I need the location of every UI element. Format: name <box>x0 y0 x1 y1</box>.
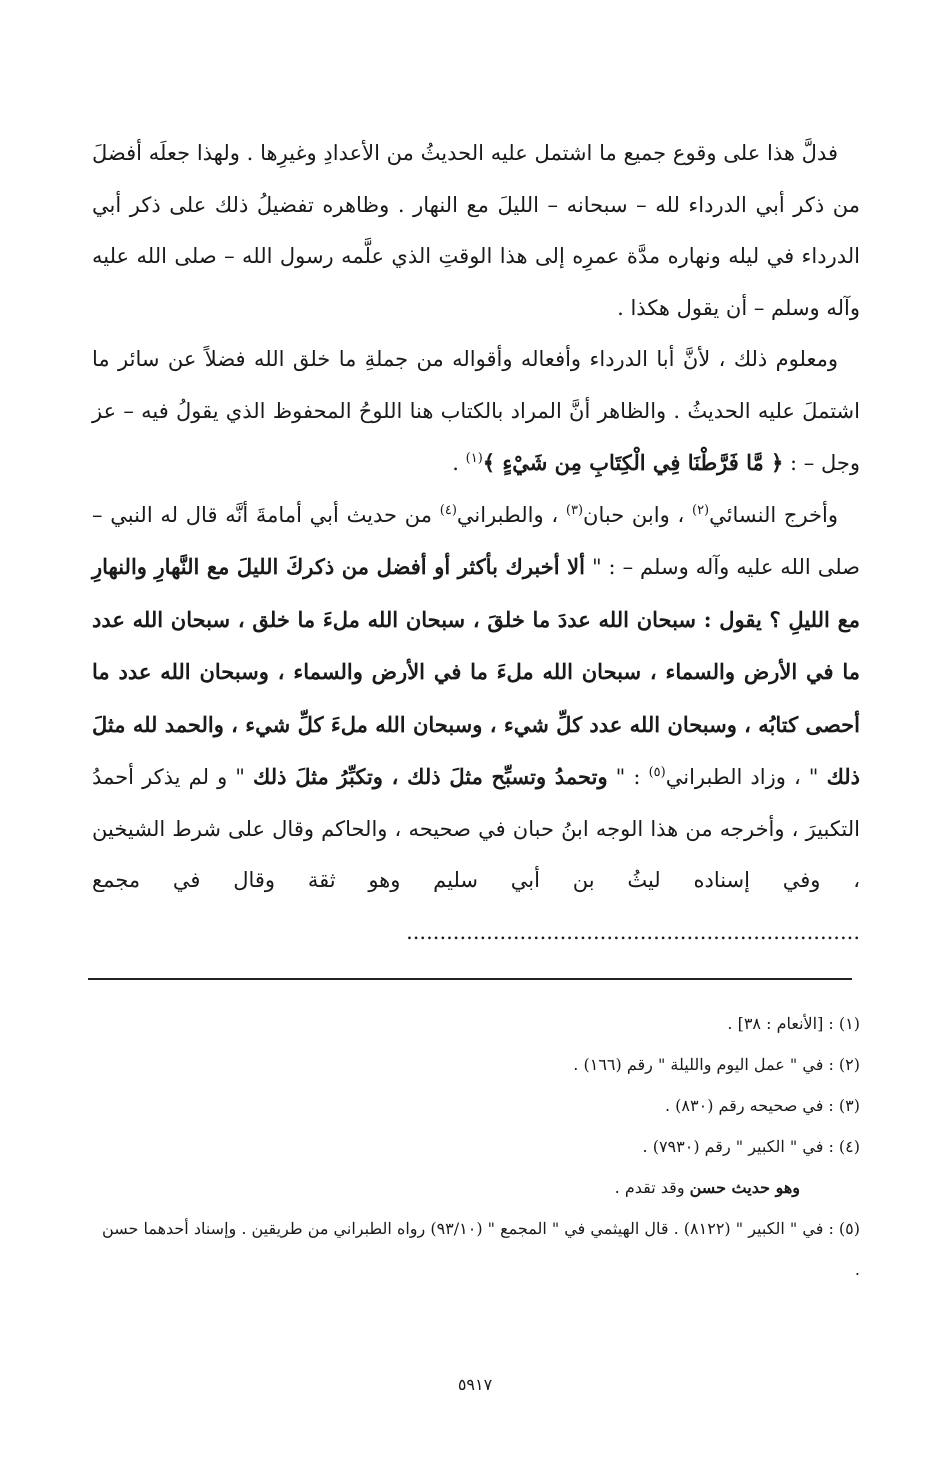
footnote-4-comment-rest: وقد تقدم . <box>614 1178 690 1197</box>
footnote-3: (٣) : في صحيحه رقم (٨٣٠) . <box>664 1096 860 1115</box>
footnote-ref-5: (٥) <box>648 765 666 780</box>
paragraph-3-part-e: " ، وزاد الطبراني <box>665 765 827 789</box>
paragraph-2 <box>92 334 860 490</box>
footnote-4-comment <box>92 1167 860 1208</box>
footnote-ref-4: (٤) <box>439 502 457 518</box>
paragraph-3-part-c: ، والطبراني <box>456 502 566 527</box>
paragraph-3-part-b: ، وابن حبان <box>583 502 692 527</box>
paragraph-3-part-a: وأخرج النسائي <box>709 502 839 527</box>
footnote-ref-2: (٢) <box>691 502 710 518</box>
footnotes <box>92 1003 860 1290</box>
quran-verse: ﴿ مَّا فَرَّطْنَا فِي الْكِتَابِ مِن شَيْءٍ ﴾ <box>482 450 784 475</box>
continuation-dots: .................................................................... <box>406 919 860 944</box>
footnote-4-grade: وهو حديث حسن <box>689 1178 800 1197</box>
paragraph-1-text: فدلَّ هذا على وقوع جميع ما اشتمل عليه الحديثُ من الأعدادِ وغيرِها . ولهذا جعلَه أفضلَ من ذكر أبي الدرداء لله – سبحانه – الليلَ مع النهار . وظاهره تفضيلُ ذلك على ذكر أبي الدرداء في ليله ونهاره مدَّة عمرِه إلى هذا الوقتِ الذي علَّمه رسول الله – صلى الله عليه وآله وسلم – أن يقول هكذا . <box>92 141 860 320</box>
footnote-ref-1: (١) <box>465 451 483 466</box>
footnote-2: (٢) : في " عمل اليوم والليلة " رقم (١٦٦) . <box>573 1055 860 1074</box>
footnote-4: (٤) : في " الكبير " رقم (٧٩٣٠) . <box>642 1137 860 1156</box>
page-number: ٥٩١٧ <box>457 1375 493 1394</box>
footnote-1: (١) : [الأنعام : ٣٨] . <box>727 1014 860 1033</box>
paragraph-2-end: . <box>452 451 466 475</box>
hadith-text-bold: ألا أخبرك بأكثر أو أفضل من ذكركَ الليلَ مع النَّهارِ والنهارِ مع الليلِ ؟ يقول : سبحان الله عددَ ما خلقَ ، سبحان الله ملءَ ما خلق ، سبحان الله عدد ما في الأرض والسماء ، سبحان الله ملءَ ما في الأرض والسماء ، وسبحان الله عدد ما أحصى كتابُه ، وسبحان الله عدد كلِّ شيء ، وسبحان الله ملءَ كلِّ شيء ، والحمد لله مثلَ ذلك <box>92 554 861 789</box>
footnote-ref-3: (٣) <box>565 502 584 518</box>
footnote-5: (٥) : في " الكبير " (٨١٢٢) . قال الهيثمي في " المجمع " (٩٣/١٠) رواه الطبراني من طريقين . وإسناد أحدهما حسن . <box>102 1219 860 1279</box>
paragraph-3-part-g: " و لم يذكر أحمدُ التكبيرَ ، وأخرجه من هذا الوجه ابنُ حبان في صحيحه ، والحاكم وقال على شرط الشيخين ، وفي إسناده ليثُ بن أبي سليم وهو ثقة وقال في مجمع <box>92 765 860 892</box>
main-text <box>92 128 860 958</box>
paragraph-1 <box>92 128 860 334</box>
footnote-separator <box>88 978 852 980</box>
paragraph-3-part-d: من حديث أبي أمامةَ أنَّه قال له النبي – صلى الله عليه وآله وسلم – : " <box>92 502 860 579</box>
paragraph-2-text: ومعلوم ذلك ، لأنَّ أبا الدرداء وأفعاله وأقواله من جملةِ ما خلق الله فضلاً عن سائر ما اشتملَ عليه الحديثُ . والظاهر أنَّ المراد بالكتاب هنا اللوحُ المحفوظ الذي يقولُ فيه – عز وجل – : <box>92 347 860 475</box>
paragraph-3 <box>92 490 860 959</box>
hadith-addition-bold: وتحمدُ وتسبِّح مثلَ ذلك ، وتكبِّرُ مثلَ ذلك <box>253 764 608 789</box>
paragraph-3-part-f: : " <box>607 765 649 789</box>
